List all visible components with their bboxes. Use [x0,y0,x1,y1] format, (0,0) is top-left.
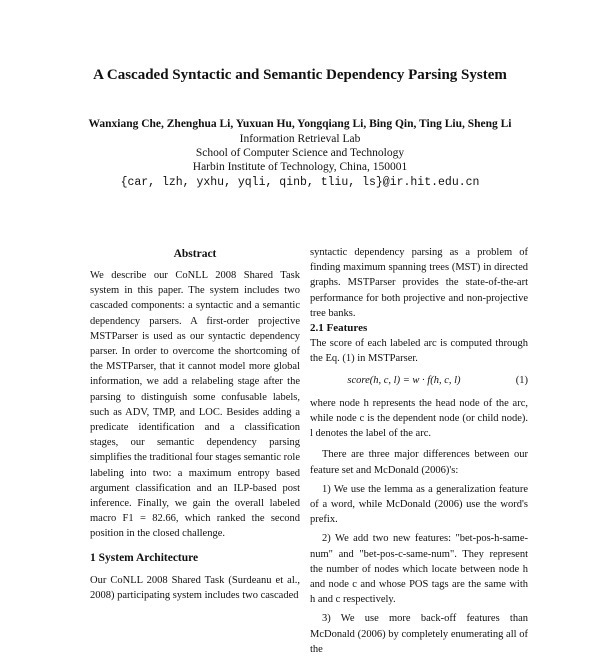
intro-continuation: syntactic dependency parsing as a problem of finding maximum spanning trees (MST) in directed graphs. MSTParser provides the state-of-the-art performance for both projective and non-projective tree banks. [310,247,528,319]
features-intro: The score of each labeled arc is computed through the Eq. (1) in MSTParser. [310,338,528,365]
left-column [90,268,300,603]
subsection-2-1-heading: 2.1 Features [310,322,368,335]
equation-1 [310,373,528,388]
equation-number: (1) [515,374,528,386]
difference-item-3: 3) We use more back-off features than McDonald (2006) by completely enumerating all of the [310,613,528,655]
section-1-text: Our CoNLL 2008 Shared Task (Surdeanu et al., 2008) participating system includes two cascaded [90,574,300,602]
paper-title: A Cascaded Syntactic and Semantic Dependency Parsing System [93,67,507,83]
author-list: Wanxiang Che, Zhenghua Li, Yuxuan Hu, Yongqiang Li, Bing Qin, Ting Liu, Sheng Li [88,118,512,130]
equation-body: score(h, c, l) = w · f(h, c, l) [347,374,461,386]
difference-item-2: 2) We add two new features: "bet-pos-h-same-num" and "bet-pos-c-same-num". They represent the number of nodes which locate between node h and node c and whose POS tags are the same with h and c respectively. [310,533,528,606]
equation-explanation: where node h represents the head node of the arc, while node c is the dependent node (or child node). l denotes the label of the arc. [310,397,528,440]
abstract-heading: Abstract [173,248,217,260]
affiliation-line-2: School of Computer Science and Technology [195,147,405,159]
right-column [310,245,528,657]
differences-intro: There are three major differences between our feature set and McDonald (2006)'s: [310,449,528,476]
abstract-text: We describe our CoNLL 2008 Shared Task system in this paper. The system includes two cascaded components: a syntactic and a semantic dependency parsers. A first-order projective MSTParser is used as our syntactic dependency parser. In order to overcome the shortcoming of the MSTParser, that it cannot model more global information, we add a relabeling stage after the parsing to distinguish some confusable labels, such as ADV, TMP, and LOC. Besides adding a predicate identification and a classification stages, our semantic dependency parsing simplifies the traditional four stages semantic role labeling into two: a maximum entropy based argument classification and an ILP-based post inference. Finally, we gain the overall labeled macro F1 = 82.66, which ranked the second position in the closed challenge. [90,270,300,540]
affiliation-line-3: Harbin Institute of Technology, China, 150001 [192,161,408,173]
section-1-heading: 1 System Architecture [90,551,199,564]
difference-item-1: 1) We use the lemma as a generalization feature of a word, while McDonald (2006) use the word's prefix. [310,483,528,526]
affiliation-line-1: Information Retrieval Lab [239,133,361,145]
author-emails: {car, lzh, yxhu, yqli, qinb, tliu, ls}@ir.hit.edu.cn [120,176,480,189]
